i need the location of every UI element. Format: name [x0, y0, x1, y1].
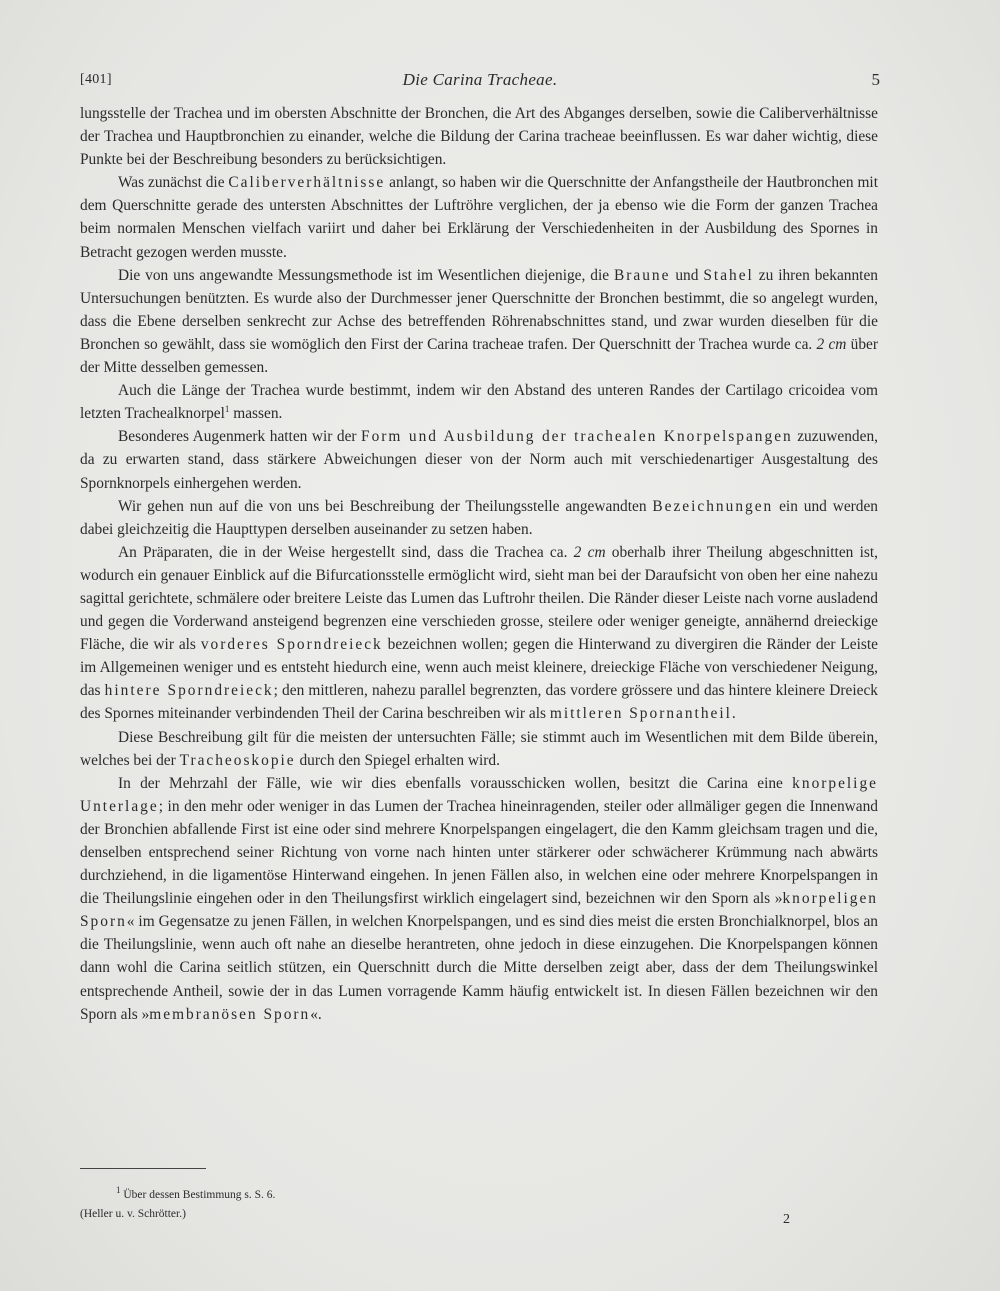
- footnote-line: [80, 1186, 480, 1205]
- emphasized-spaced-text: vorderes Sporndreieck: [200, 636, 383, 654]
- text-run: durch den Spiegel erhalten wird.: [295, 751, 500, 769]
- text-run: ; den mittleren, nahezu parallel begrenzten, das vordere grössere und das hintere kleinere Dreieck des Spornes miteinander verbindenden Theil der Carina beschreiben wir als: [80, 682, 878, 723]
- emphasized-spaced-text: knorpelige Unterlage: [80, 774, 878, 815]
- footnote-divider: [80, 1168, 206, 1169]
- emphasized-spaced-text: hintere Sporndreieck: [104, 682, 274, 700]
- text-run: ; in den mehr oder weniger in das Lumen der Trachea hineinragenden, steiler oder allmäliger gegen die Innenwand der Bronchien abfallende First ist eine oder sind mehrere Knorpelspangen eingelagert, die den Kamm gleichsam tragen und die, denselben entsprechend seiner Richtung von vorne nach hinten unter stärkerer oder schwächerer Krümmung nach abwärts durchziehend, in die ligamentöse Hinterwand eingehen. In jenen Fällen also, in welchen eine oder mehrere Knorpelspangen in die Theilungslinie eingehen oder in den Theilungsfirst wirklich eingelagert sind, bezeichnen wir den Sporn als »: [80, 797, 878, 908]
- sheet-signature-number: 2: [783, 1212, 790, 1227]
- emphasized-spaced-text: mittleren Spornantheil: [549, 705, 732, 723]
- paragraph: [80, 726, 878, 772]
- text-run: « im Gegensatze zu jenen Fällen, in welchen Knorpelspangen, und es sind dies meist die ersten Bronchialknorpel, blos an die Theilungslinie, wenn auch oft nahe an dieselbe herantreten, ohne jedoch in diese einzugehen. Die Knorpelspangen können dann wohl die Carina seitlich stützen, ein Querschnitt durch die Mitte derselben zeigt aber, dass der dem Theilungswinkel entsprechende Antheil, sowie der in das Lumen vorragende Kamm häufig entwickelt ist. In diesen Fällen bezeichnen wir den Sporn als »: [80, 913, 878, 1023]
- text-run: In der Mehrzahl der Fälle, wie wir dies ebenfalls vorausschicken wollen, besitzt die Carina eine: [118, 774, 793, 792]
- text-run: und: [670, 266, 704, 284]
- emphasized-spaced-text: Braune: [613, 266, 671, 284]
- body-text: [80, 102, 878, 1026]
- footnote-reference: 1: [224, 404, 230, 415]
- text-run: zu ihren bekannten Untersuchungen benützten. Es wurde also der Durchmesser jener Querschnitte der Bronchen bestimmt, die so angelegt wurden, dass die Ebene derselben senkrecht zur Achse des betreffenden Röhrenabschnittes stand, und zwar wurden dieselben für die Bronchen so gewählt, dass sie womöglich den First der Carina tracheae trafen. Der Querschnitt der Trachea wurde ca.: [80, 266, 878, 353]
- emphasized-spaced-text: Bezeichnungen: [652, 497, 774, 515]
- page-number: 5: [871, 70, 880, 89]
- text-run: oberhalb ihrer Theilung abgeschnitten ist, wodurch ein genauer Einblick auf die Bifurcationsstelle ermöglicht wird, sieht man bei der Daraufsicht von oben her eine nahezu sagittal gerichtete, schmälere oder breitere Leiste das Lumen das Luftrohr theilen. Die Ränder dieser Leiste nach vorne ausladend und gegen die Vorderwand ansteigend begrenzen eine verschieden grosse, steilere oder weniger geneigte, annähernd dreieckige Fläche, die wir als: [80, 543, 878, 654]
- emphasized-spaced-text: Form und Ausbildung der trachealen Knorpelspangen: [361, 428, 793, 446]
- text-run: anlangt, so haben wir die Querschnitte der Anfangstheile der Hautbronchen mit dem Querschnitte gerade des untersten Abschnittes der Luftröhre verglichen, der ja ebenso wie die Form der ganzen Trachea beim normalen Menschen vielfach variirt und daher bei Erklärung der Verschiedenheiten in der Ausbildung des Spornes in Betracht gezogen werden musste.: [80, 174, 878, 261]
- page-header: [80, 70, 880, 94]
- italic-measurement: 2 cm: [816, 335, 847, 353]
- text-run: «.: [310, 1005, 322, 1023]
- paragraph: [80, 541, 878, 726]
- emphasized-spaced-text: Caliberverhältnisse: [228, 174, 386, 192]
- text-run: Was zunächst die: [118, 174, 229, 192]
- footnote-text: Über dessen Bestimmung s. S. 6.: [123, 1189, 276, 1201]
- paragraph: [80, 171, 878, 263]
- paragraph: [80, 772, 878, 1026]
- text-run: ein und werden dabei gleichzeitig die Haupttypen derselben auseinander zu setzen haben.: [80, 497, 878, 538]
- bracketed-page-reference: [401]: [80, 72, 112, 87]
- paragraph: [80, 425, 878, 494]
- emphasized-spaced-text: membranösen Sporn: [149, 1005, 311, 1023]
- text-run: massen.: [229, 405, 283, 423]
- text-run: lungsstelle der Trachea und im obersten Abschnitte der Bronchen, die Art des Abganges derselben, sowie die Caliberverhältnisse der Trachea und Hauptbronchien zu einander, welche die Bildung der Carina tracheae beeinflussen. Es war daher wichtig, diese Punkte bei der Beschreibung besonders zu berücksichtigen.: [80, 105, 878, 169]
- emphasized-spaced-text: Stahel: [703, 266, 754, 284]
- footnote-attribution: (Heller u. v. Schrötter.): [80, 1208, 186, 1220]
- text-run: zuzuwenden, da zu erwarten stand, dass stärkere Abweichungen dieser von der Norm auch mit verschiedenartiger Ausgestaltung des Spornknorpels einhergehen werden.: [80, 428, 878, 492]
- footnote-marker: 1: [116, 1185, 121, 1196]
- emphasized-spaced-text: Tracheoskopie: [179, 751, 296, 769]
- running-title: Die Carina Tracheae.: [402, 70, 558, 89]
- footnote: [80, 1186, 480, 1224]
- text-run: Die von uns angewandte Messungsmethode ist im Wesentlichen diejenige, die: [118, 266, 614, 284]
- text-run: Wir gehen nun auf die von uns bei Beschreibung der Theilungsstelle angewandten: [118, 497, 653, 515]
- text-run: An Präparaten, die in der Weise hergestellt sind, dass die Trachea ca.: [118, 543, 574, 561]
- paragraph: [80, 379, 878, 425]
- paragraph: [80, 495, 878, 541]
- text-run: Diese Beschreibung gilt für die meisten der untersuchten Fälle; sie stimmt auch im Wesentlichen mit dem Bilde überein, welches bei der: [80, 728, 878, 769]
- text-run: .: [731, 705, 736, 723]
- paragraph: [80, 264, 878, 379]
- text-run: bezeichnen wollen; gegen die Hinterwand zu divergiren die Ränder der Leiste im Allgemeinen weniger und es entsteht hiedurch eine, wenn auch meist kleinere, dreieckige Fläche von verschiedener Neigung, das: [80, 636, 878, 700]
- text-run: Auch die Länge der Trachea wurde bestimmt, indem wir den Abstand des unteren Randes der Cartilago cricoidea vom letzten Trachealknorpel: [80, 382, 878, 423]
- italic-measurement: 2 cm: [573, 543, 606, 561]
- text-run: Besonderes Augenmerk hatten wir der: [118, 428, 362, 446]
- emphasized-spaced-text: knorpeligen Sporn: [80, 890, 878, 931]
- text-run: über der Mitte desselben gemessen.: [80, 335, 879, 377]
- paragraph: [80, 102, 878, 171]
